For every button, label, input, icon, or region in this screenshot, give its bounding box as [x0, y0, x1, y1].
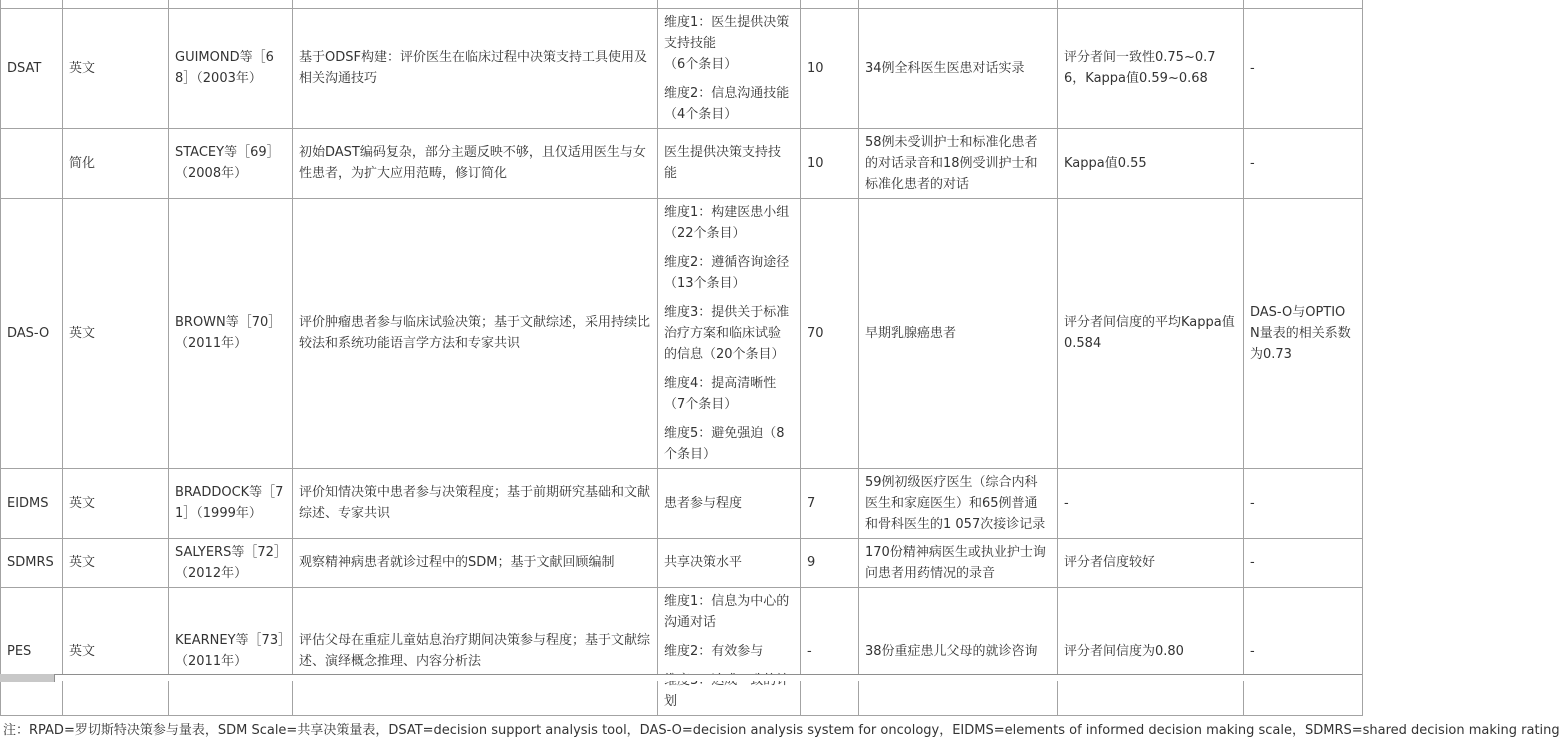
empty-cell — [801, 0, 859, 8]
cell-author: BRADDOCK等［71］（1999年） — [169, 468, 293, 538]
dimension-line: 维度1：构建医患小组（22个条目） — [664, 204, 790, 241]
dimension-line: 维度3：提供关于标准治疗方案和临床试验的信息（20个条目） — [664, 304, 790, 362]
cell-sample: 34例全科医生医患对话实录 — [859, 8, 1058, 128]
clipped-previous-row — [1, 0, 1363, 8]
cell-sample: 38份重症患儿父母的就诊咨询 — [859, 587, 1058, 715]
cell-author: SALYERS等［72］（2012年） — [169, 538, 293, 587]
cell-author: GUIMOND等［68］（2003年） — [169, 8, 293, 128]
cell-items: 70 — [801, 198, 859, 468]
cell-scale: SDMRS — [1, 538, 63, 587]
dimension-line: 维度1：信息为中心的沟通对话 — [664, 593, 790, 630]
blank-line — [664, 662, 793, 670]
cell-sample: 早期乳腺癌患者 — [859, 198, 1058, 468]
cell-author: BROWN等［70］（2011年） — [169, 198, 293, 468]
partial-table-row — [1, 0, 1363, 8]
blank-line — [664, 633, 793, 641]
cell-description: 基于ODSF构建：评价医生在临床过程中决策支持工具使用及相关沟通技巧 — [293, 8, 658, 128]
cell-validity: - — [1244, 8, 1363, 128]
cell-description: 评价肿瘤患者参与临床试验决策；基于文献综述，采用持续比较法和系统功能语言学方法和专家共识 — [293, 198, 658, 468]
cell-reliability: Kappa值0.55 — [1058, 128, 1244, 198]
cell-reliability: 评分者信度较好 — [1058, 538, 1244, 587]
cell-validity: - — [1244, 587, 1363, 715]
cell-items: 7 — [801, 468, 859, 538]
blank-line — [664, 365, 793, 373]
blank-line — [664, 415, 793, 423]
table-body — [1, 8, 1363, 715]
blank-line — [664, 244, 793, 252]
dimension-line: 维度4：提高清晰性（7个条目） — [664, 375, 777, 412]
cell-dimensions — [658, 198, 801, 468]
cell-language: 英文 — [63, 8, 169, 128]
cell-description: 观察精神病患者就诊过程中的SDM；基于文献回顾编制 — [293, 538, 658, 587]
cell-items: 10 — [801, 128, 859, 198]
clipped-next-element — [0, 674, 1362, 681]
cell-language: 英文 — [63, 198, 169, 468]
table-row — [1, 538, 1363, 587]
cell-description: 评估父母在重症儿童姑息治疗期间决策参与程度；基于文献综述、演绎概念推理、内容分析法 — [293, 587, 658, 715]
empty-cell — [859, 0, 1058, 8]
cell-sample: 59例初级医疗医生（综合内科医生和家庭医生）和65例普通和骨科医生的1 057次接诊记录 — [859, 468, 1058, 538]
cell-dimensions — [658, 587, 801, 715]
cell-scale: PES — [1, 587, 63, 715]
cell-sample: 58例未受训护士和标准化患者的对话录音和18例受训护士和标准化患者的对话 — [859, 128, 1058, 198]
empty-cell — [293, 0, 658, 8]
table-row — [1, 8, 1363, 128]
cell-validity: - — [1244, 538, 1363, 587]
cell-items: 9 — [801, 538, 859, 587]
dimension-line: 维度2：有效参与 — [664, 643, 764, 659]
cell-validity: - — [1244, 128, 1363, 198]
cell-validity: - — [1244, 468, 1363, 538]
dimension-line: （6个条目） — [664, 56, 738, 72]
cell-sample: 170份精神病医生或执业护士询问患者用药情况的录音 — [859, 538, 1058, 587]
empty-cell — [169, 0, 293, 8]
cell-dimensions — [658, 468, 801, 538]
cell-reliability: 评分者间信度为0.80 — [1058, 587, 1244, 715]
cell-reliability: - — [1058, 468, 1244, 538]
bottom-left-corner-block — [0, 674, 55, 682]
cell-language: 简化 — [63, 128, 169, 198]
blank-line — [664, 75, 793, 83]
table-row — [1, 587, 1363, 715]
empty-cell — [1, 0, 63, 8]
cell-language: 英文 — [63, 587, 169, 715]
empty-cell — [1058, 0, 1244, 8]
empty-cell — [1244, 0, 1363, 8]
cell-dimensions — [658, 128, 801, 198]
cell-scale: DSAT — [1, 8, 63, 128]
dimension-line: 共享决策水平 — [664, 555, 743, 570]
dimension-line: 维度5：避免强迫（8个条目） — [664, 425, 785, 462]
dimension-line: 维度1：医生提供决策支持技能 — [664, 14, 790, 51]
dimension-line: 维度2：信息沟通技能（4个条目） — [664, 85, 790, 122]
empty-cell — [658, 0, 801, 8]
cell-language: 英文 — [63, 538, 169, 587]
cell-author: KEARNEY等［73］（2011年） — [169, 587, 293, 715]
dimension-line: 医生提供决策支持技能 — [664, 145, 782, 181]
cell-dimensions — [658, 8, 801, 128]
cell-dimensions — [658, 538, 801, 587]
dimension-line: 划 — [664, 693, 678, 709]
table-footnote: 注：RPAD=罗切斯特决策参与量表，SDM Scale=共享决策量表，DSAT=decision support analysis tool，DAS-O=decision analysis system for oncology，EIDMS=elements of informed decision making scale，SDMRS=shared decision making rating — [3, 722, 1560, 738]
table-row — [1, 128, 1363, 198]
dimension-line: 患者参与程度 — [664, 495, 743, 511]
cell-reliability: 评分者间一致性0.75~0.76，Kappa值0.59~0.68 — [1058, 8, 1244, 128]
empty-cell — [63, 0, 169, 8]
cell-scale: DAS-O — [1, 198, 63, 468]
cell-validity: DAS-O与OPTION量表的相关系数为0.73 — [1244, 198, 1363, 468]
cell-description: 评价知情决策中患者参与决策程度；基于前期研究基础和文献综述、专家共识 — [293, 468, 658, 538]
cell-scale — [1, 128, 63, 198]
cell-reliability: 评分者间信度的平均Kappa值0.584 — [1058, 198, 1244, 468]
table-row — [1, 468, 1363, 538]
cell-items: - — [801, 587, 859, 715]
cell-description: 初始DAST编码复杂，部分主题反映不够，且仅适用医生与女性患者，为扩大应用范畴，修订简化 — [293, 128, 658, 198]
dimension-line: 维度2：遵循咨询途径（13个条目） — [664, 254, 790, 291]
cell-author: STACEY等［69］（2008年） — [169, 128, 293, 198]
cell-language: 英文 — [63, 468, 169, 538]
blank-line — [664, 294, 793, 302]
table-row — [1, 198, 1363, 468]
cell-items: 10 — [801, 8, 859, 128]
cell-scale: EIDMS — [1, 468, 63, 538]
